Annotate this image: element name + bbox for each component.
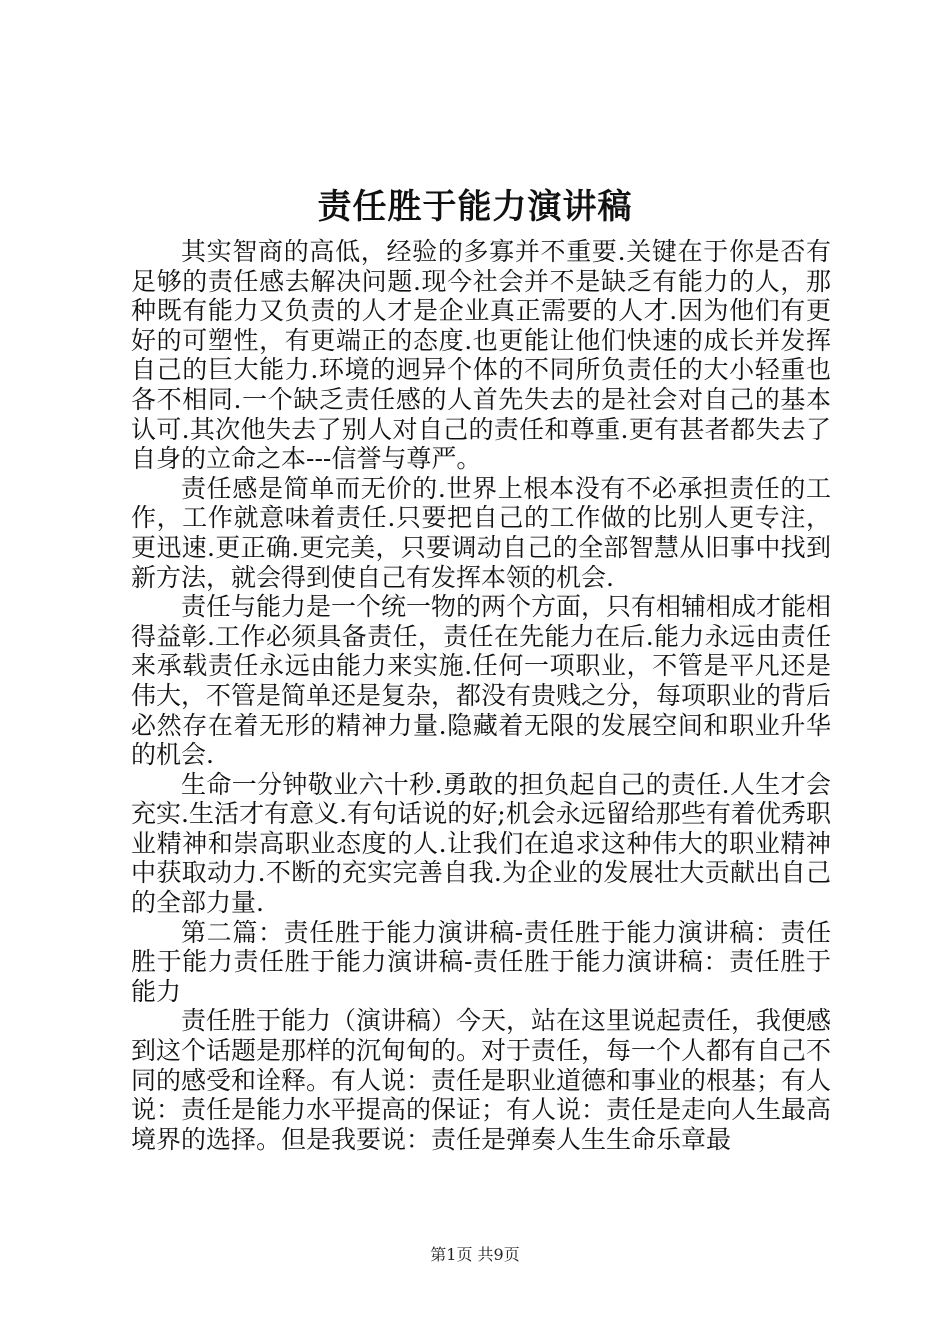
paragraph-4: 生命一分钟敬业六十秒.勇敢的担负起自己的责任.人生才会充实.生活才有意义.有句话说的好;机会永远留给那些有着优秀职业精神和崇高职业态度的人.让我们在追求这种伟大的职业精神中获取动力.不断的充实完善自我.为企业的发展壮大贡献出自己的全部力量. xyxy=(131,769,831,918)
paragraph-1: 其实智商的高低，经验的多寡并不重要.关键在于你是否有足够的责任感去解决问题.现今社会并不是缺乏有能力的人，那种既有能力又负责的人才是企业真正需要的人才.因为他们有更好的可塑性，有更端正的态度.也更能让他们快速的成长并发挥自己的巨大能力.环境的迥异个体的不同所负责任的大小轻重也各不相同.一个缺乏责任感的人首先失去的是社会对自己的基本认可.其次他失去了别人对自己的责任和尊重.更有甚者都失去了自身的立命之本---信誉与尊严。 xyxy=(131,237,831,474)
paragraph-5: 第二篇：责任胜于能力演讲稿-责任胜于能力演讲稿：责任胜于能力责任胜于能力演讲稿-责任胜于能力演讲稿：责任胜于能力 xyxy=(131,917,831,1006)
paragraph-6: 责任胜于能力（演讲稿）今天，站在这里说起责任，我便感到这个话题是那样的沉甸甸的。对于责任，每一个人都有自己不同的感受和诠释。有人说：责任是职业道德和事业的根基；有人说：责任是能力水平提高的保证；有人说：责任是走向人生最高境界的选择。但是我要说：责任是弹奏人生生命乐章最 xyxy=(131,1006,832,1154)
document-title: 责任胜于能力演讲稿 xyxy=(317,187,633,227)
paragraph-3: 责任与能力是一个统一物的两个方面，只有相辅相成才能相得益彰.工作必须具备责任，责任在先能力在后.能力永远由责任来承载责任永远由能力来实施.任何一项职业，不管是平凡还是伟大，不管是简单还是复杂，都没有贵贱之分，每项职业的背后必然存在着无形的精神力量.隐藏着无限的发展空间和职业升华的机会. xyxy=(131,592,832,770)
page-number-footer: 第1页 共9页 xyxy=(430,1245,520,1264)
paragraph-2: 责任感是简单而无价的.世界上根本没有不必承担责任的工作，工作就意味着责任.只要把自己的工作做的比别人更专注，更迅速.更正确.更完美，只要调动自己的全部智慧从旧事中找到新方法，就会得到使自己有发挥本领的机会. xyxy=(131,473,831,592)
document-body xyxy=(131,237,831,1154)
